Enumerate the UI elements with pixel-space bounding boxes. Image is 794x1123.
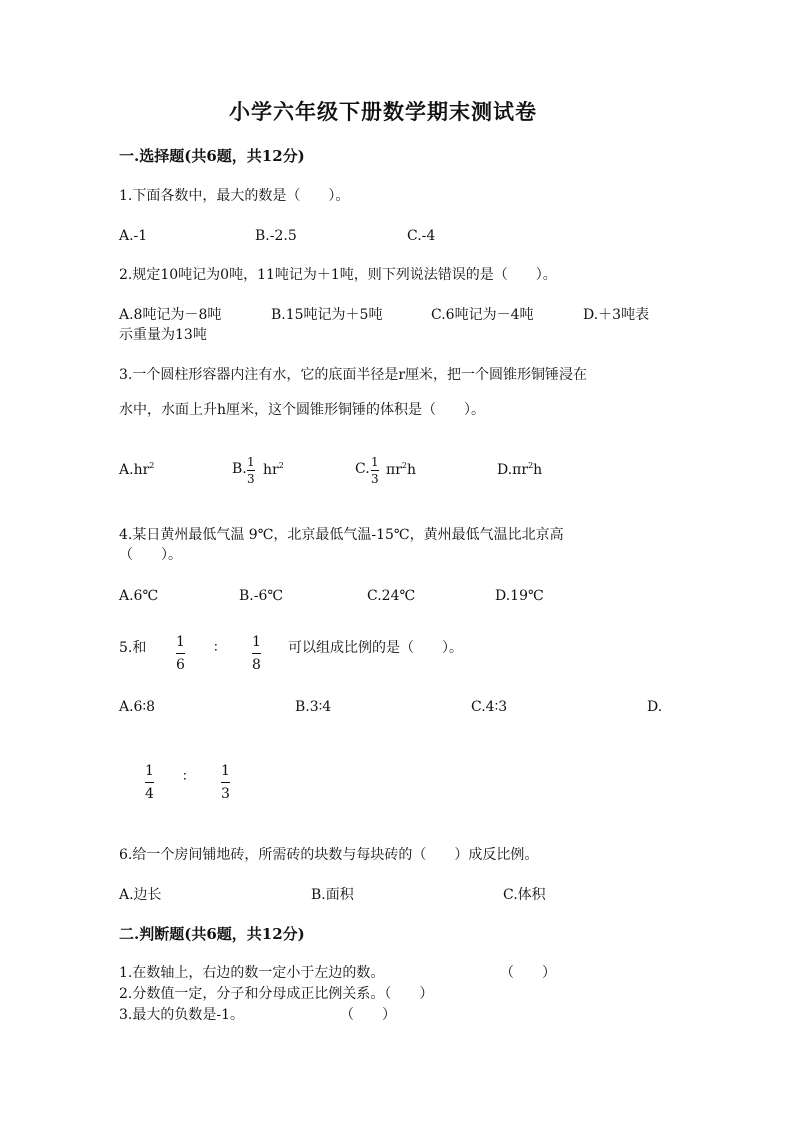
question-5-option-d: D. [647, 699, 663, 715]
page-title: 小学六年级下册数学期末测试卷 [229, 99, 537, 124]
question-3-option-b-fraction [247, 456, 255, 485]
question-3-stem-line2: 水中，水面上升h厘米，这个圆锥形铜锤的体积是（ ）。 [119, 402, 486, 418]
question-5-option-d-fraction-2 [221, 764, 230, 801]
option-expression: πr [386, 462, 402, 478]
question-5-stem-post: 可以组成比例的是（ ）。 [288, 640, 463, 656]
question-3-option-c-letter: C. [355, 461, 370, 477]
question-5-option-c: C.4∶3 [471, 699, 508, 715]
exponent: 2 [528, 461, 534, 470]
question-2-option-d: D.＋3吨表 [583, 307, 650, 323]
option-expression-tail: h [407, 462, 417, 478]
question-5-stem-pre: 5.和 [119, 640, 147, 656]
judgement-item-1-answer-blank: （ ） [500, 965, 556, 981]
question-3-option-a [119, 462, 154, 477]
question-4-option-c: C.24℃ [367, 588, 416, 604]
judgement-item-3-answer-blank: （ ） [340, 1007, 396, 1023]
option-letter: A. [119, 462, 134, 478]
denominator: 3 [247, 472, 255, 486]
question-5-ratio-colon: ∶ [214, 640, 218, 656]
option-expression: hr [133, 462, 150, 478]
question-2-option-a: A.8吨记为－8吨 [119, 307, 222, 323]
question-1-option-b: B.-2.5 [255, 228, 297, 244]
judgement-item-2-text: 2.分数值一定，分子和分母成正比例关系。（ ） [119, 986, 434, 1002]
denominator: 8 [252, 657, 261, 673]
question-5-option-b: B.3∶4 [295, 699, 332, 715]
section-heading-judgement: 二.判断题(共6题，共12分) [119, 925, 305, 943]
question-6-option-b: B.面积 [311, 887, 354, 903]
question-3-stem-line1: 3.一个圆柱形容器内注有水，它的底面半径是r厘米，把一个圆锥形铜锤浸在 [119, 367, 588, 383]
question-1-stem: 1.下面各数中，最大的数是（ ）。 [119, 188, 350, 204]
exponent: 2 [149, 461, 155, 470]
numerator: 1 [145, 763, 154, 779]
question-6-option-a: A.边长 [119, 887, 162, 903]
question-1-option-a: A.-1 [119, 228, 148, 244]
option-expression: D.πr [497, 462, 529, 478]
question-1-option-c: C.-4 [407, 228, 436, 244]
question-3-option-b-expression [263, 462, 284, 477]
question-4-option-b: B.-6℃ [239, 588, 284, 604]
numerator: 1 [252, 634, 261, 650]
exponent: 2 [401, 461, 407, 470]
question-3-option-d [497, 462, 542, 477]
question-5-option-d-colon: ∶ [183, 769, 187, 785]
question-3-option-c-fraction [371, 456, 379, 485]
question-2-option-b: B.15吨记为＋5吨 [271, 307, 383, 323]
denominator: 3 [221, 786, 230, 802]
question-5-fraction-2 [252, 635, 261, 672]
question-4-option-a: A.6℃ [119, 588, 159, 604]
question-5-option-d-fraction-1 [145, 764, 154, 801]
question-2-option-d-continued: 示重量为13吨 [119, 327, 207, 343]
section-heading-choice: 一.选择题(共6题，共12分) [119, 147, 305, 165]
question-3-option-c-expression [386, 462, 416, 477]
denominator: 3 [371, 472, 379, 486]
question-3-option-b-letter: B. [232, 461, 247, 477]
numerator: 1 [247, 455, 255, 469]
question-2-option-c: C.6吨记为－4吨 [431, 307, 534, 323]
numerator: 1 [221, 763, 230, 779]
question-6-option-c: C.体积 [503, 887, 546, 903]
question-4-option-d: D.19℃ [495, 588, 544, 604]
question-4-stem-line2: （ ）。 [119, 547, 182, 563]
option-expression: hr [263, 462, 279, 478]
question-5-fraction-1 [176, 635, 185, 672]
question-6-stem: 6.给一个房间铺地砖，所需砖的块数与每块砖的（ ）成反比例。 [119, 847, 539, 863]
numerator: 1 [176, 634, 185, 650]
question-5-option-a: A.6∶8 [119, 699, 156, 715]
judgement-item-1-text: 1.在数轴上，右边的数一定小于左边的数。 [119, 965, 385, 981]
question-2-stem: 2.规定10吨记为0吨，11吨记为＋1吨，则下列说法错误的是（ ）。 [119, 267, 557, 283]
option-expression-tail: h [533, 462, 543, 478]
judgement-item-3-text: 3.最大的负数是-1。 [119, 1007, 244, 1023]
numerator: 1 [371, 455, 379, 469]
exponent: 2 [278, 461, 284, 470]
denominator: 4 [145, 786, 154, 802]
denominator: 6 [176, 657, 185, 673]
question-4-stem-line1: 4.某日黄州最低气温 9℃，北京最低气温-15℃，黄州最低气温比北京高 [119, 527, 564, 543]
